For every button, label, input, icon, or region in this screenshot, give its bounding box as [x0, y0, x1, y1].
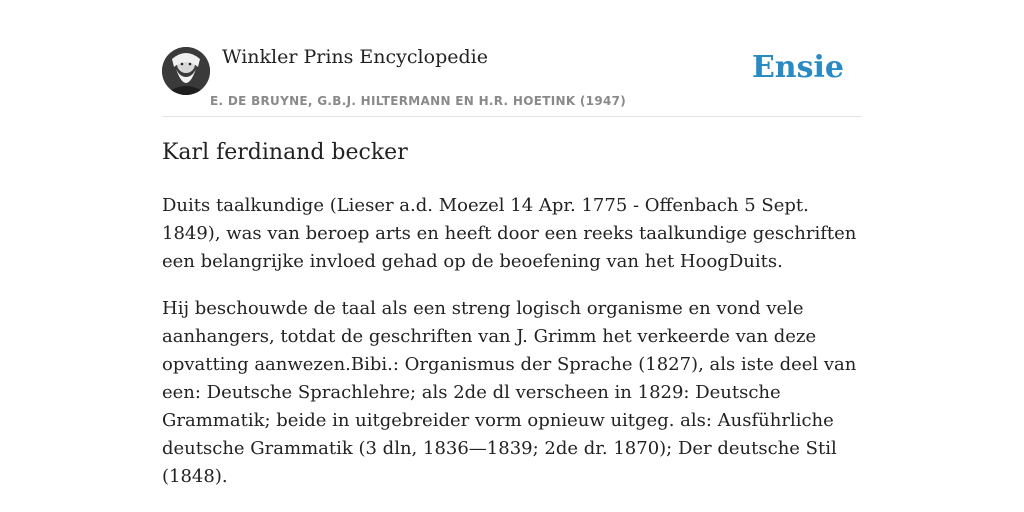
article-paragraph: Hij beschouwde de taal als een streng logisch organisme en vond vele aanhangers, totdat de geschriften van J. Grimm het verkeerde van deze opvatting aanwezen.Bibi.: Organismus der Sprache (1827), als iste deel van een: Deutsche Sprachlehre; als 2de dl verscheen in 1829: Deutsche Grammatik; beide in uitgebreider vorm opnieuw uitgeg. als: Ausführliche deutsche Grammatik (3 dln, 1836—1839; 2de dr. 1870); Der deutsche Stil (1848).: [162, 298, 857, 487]
bearded-man-portrait-icon: [162, 47, 210, 95]
source-header: [162, 46, 862, 117]
author-avatar-icon[interactable]: [162, 47, 210, 95]
article-paragraph: Duits taalkundige (Lieser a.d. Moezel 14 Apr. 1775 - Offenbach 5 Sept. 1849), was van beroep arts en heeft door een reeks taalkundige geschriften een belangrijke invloed gehad op de beoefening van het HoogDuits.: [162, 195, 857, 272]
source-authors: E. DE BRUYNE, G.B.J. HILTERMANN EN H.R. HOETINK (1947): [210, 94, 627, 108]
ensie-logo-link[interactable]: Ensie: [751, 50, 844, 85]
article-body: [162, 192, 862, 510]
article-title: Karl ferdinand becker: [162, 140, 408, 165]
source-title[interactable]: Winkler Prins Encyclopedie: [222, 46, 488, 68]
